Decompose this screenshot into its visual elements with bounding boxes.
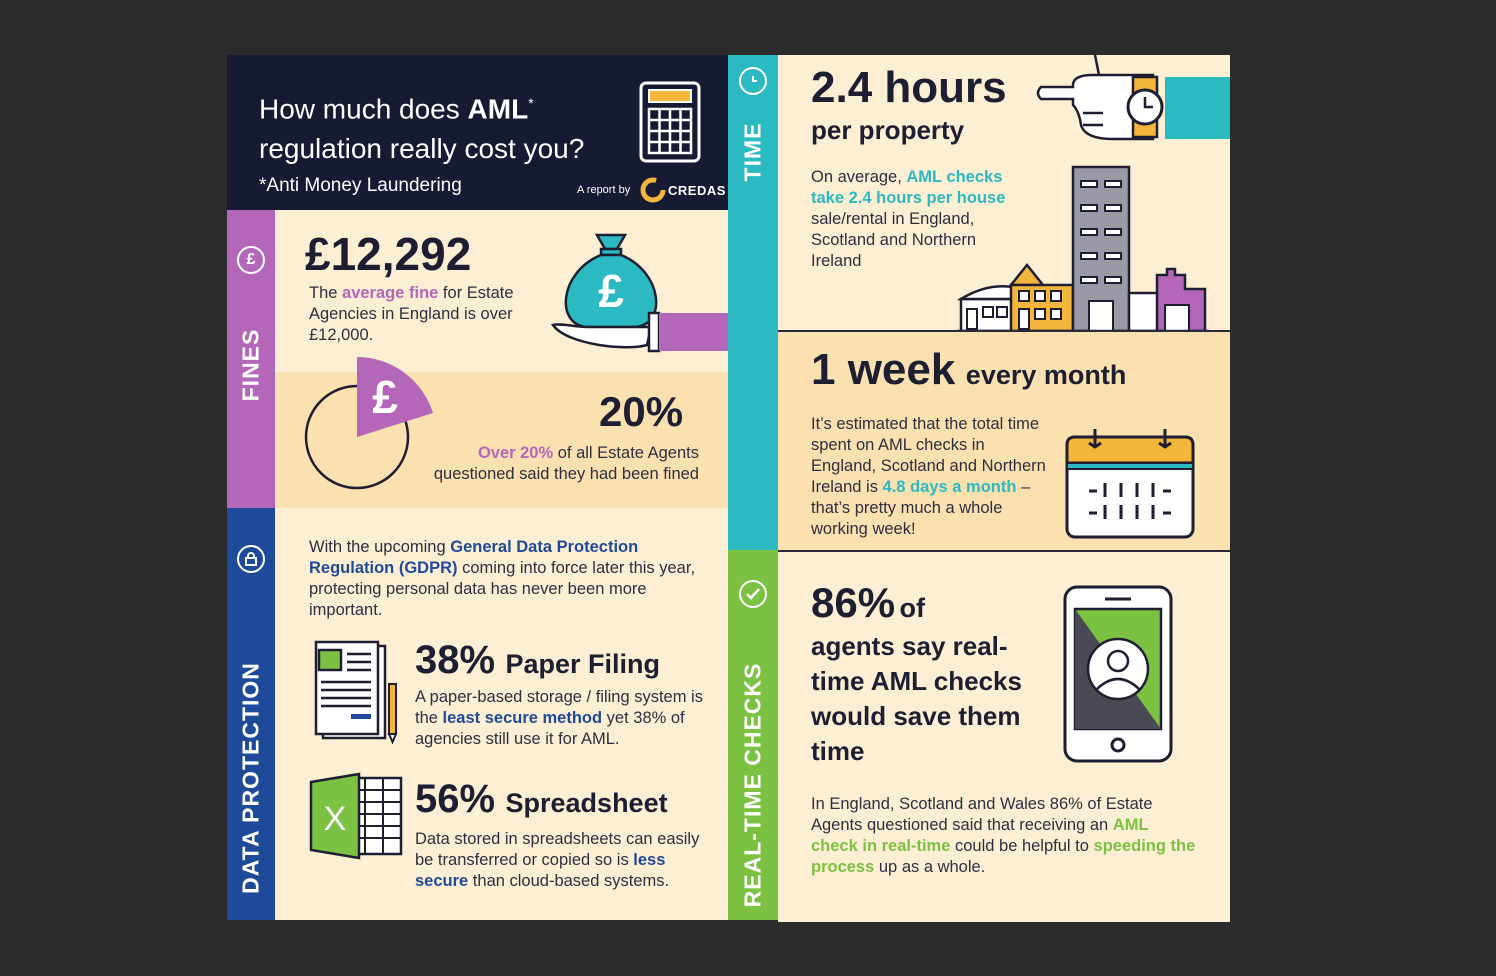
- week-text: It’s estimated that the total time spent on AML checks in England, Scotland and Northern Ireland is 4.8 days a month – that’s pretty much a whole working week!: [811, 415, 1046, 538]
- bag-pound-symbol: £: [598, 265, 624, 317]
- realtime-text: In England, Scotland and Wales 86% of Estate Agents questioned said that receiving an AML check in real-time could be helpful to speeding the process up as a whole.: [811, 795, 1196, 876]
- header-footnote: *Anti Money Laundering: [259, 175, 462, 196]
- buildings-illustration: [957, 165, 1209, 336]
- lock-circle-icon: [237, 545, 265, 573]
- fines-label: FINES: [237, 328, 264, 402]
- credas-wordmark: CREDAS: [668, 182, 726, 198]
- spreadsheet-text: Data stored in spreadsheets can easily be transferred or copied so is less secure than cloud-based systems.: [415, 830, 700, 890]
- spreadsheet-heading: [415, 777, 668, 822]
- spreadsheet-letter: X: [323, 800, 347, 838]
- paper-filing-heading: [415, 638, 660, 683]
- header-panel: [227, 55, 728, 210]
- fines-percent-text: Over 20% of all Estate Agents questioned said they had been fined: [433, 444, 699, 483]
- pound-circle-icon: £: [237, 246, 265, 274]
- realtime-label: REAL-TIME CHECKS: [739, 662, 766, 908]
- spreadsheet-title: Spreadsheet: [505, 788, 668, 818]
- data-protection-sidebar: [227, 508, 275, 920]
- spreadsheet-icon: [309, 772, 405, 867]
- credas-logo: [640, 177, 726, 203]
- time-label: TIME: [739, 122, 766, 182]
- paper-title: Paper Filing: [505, 649, 661, 679]
- infographic: [227, 55, 1230, 920]
- paper-text: A paper-based storage / filing system is the least secure method yet 38% of agencies still use it for AML.: [415, 688, 703, 748]
- fines-text-highlight: average fine: [342, 284, 439, 302]
- paper-stat: 38%: [415, 638, 496, 682]
- gdpr-intro: With the upcoming General Data Protection Regulation (GDPR) coming into force later this year, protecting personal data has never been more important.: [309, 538, 696, 619]
- fines-stat: £12,292: [305, 228, 472, 280]
- realtime-sidebar: [728, 550, 778, 920]
- realtime-stat: 86%: [811, 579, 896, 626]
- fines-text: The average fine for Estate Agencies in England is over £12,000.: [309, 284, 514, 344]
- smartphone-icon: [1061, 583, 1175, 770]
- paper-document-icon: [309, 640, 405, 749]
- title-line2: regulation really cost you?: [259, 133, 585, 165]
- header-title: [259, 83, 639, 169]
- fines-sidebar: [227, 210, 275, 508]
- calculator-icon: [639, 81, 701, 168]
- credas-logo-mark: [640, 177, 666, 203]
- time-text: On average, AML checks take 2.4 hours per house sale/rental in England, Scotland and Northern Ireland: [811, 168, 1006, 270]
- title-aml: AML: [467, 93, 529, 125]
- title-asterisk: *: [528, 95, 534, 111]
- fines-percent-stat: 20%: [599, 388, 684, 435]
- check-circle-icon: [739, 580, 767, 608]
- realtime-stat-text: agents say real-time AML checks would save them time: [811, 631, 1022, 766]
- time-stat: 2.4 hours: [811, 63, 1007, 112]
- realtime-heading: [811, 579, 1041, 769]
- week-stat-sub: every month: [965, 360, 1127, 390]
- week-heading: [811, 345, 1126, 395]
- pie-pound-symbol: £: [372, 371, 398, 423]
- data-protection-label: DATA PROTECTION: [237, 662, 264, 894]
- report-by-label: A report by: [577, 184, 631, 196]
- calendar-icon: [1063, 427, 1197, 546]
- realtime-stat-of: of: [899, 593, 925, 623]
- week-stat: 1 week: [811, 345, 956, 394]
- time-stat-sub: per property: [811, 115, 965, 145]
- money-bag-icon: [547, 227, 729, 362]
- spreadsheet-stat: 56%: [415, 777, 496, 821]
- clock-circle-icon: [739, 67, 767, 95]
- time-sidebar: [728, 55, 778, 550]
- pointing-hand-watch-icon: [1033, 55, 1230, 148]
- title-line1-prefix: How much does: [259, 93, 468, 125]
